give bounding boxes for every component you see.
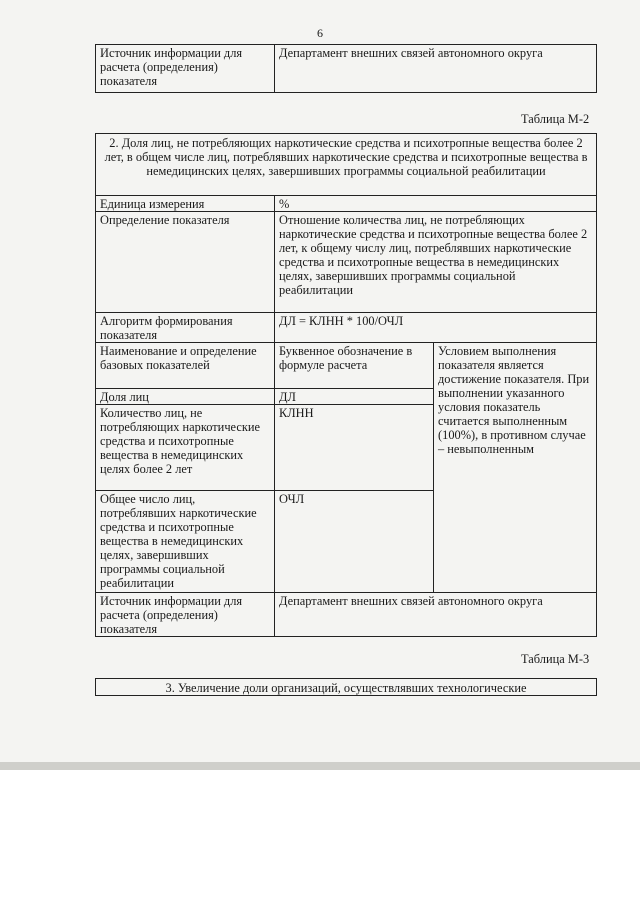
source-value-m2: Департамент внешних связей автономного округа bbox=[275, 593, 597, 637]
definition-label: Определение показателя bbox=[96, 212, 275, 313]
page-edge bbox=[0, 762, 640, 770]
table-caption-m2: Таблица М-2 bbox=[521, 112, 590, 126]
unit-label: Единица измерения bbox=[96, 196, 275, 212]
base-indicators-header: Наименование и определение базовых показателей bbox=[96, 343, 275, 389]
count-symbol: КЛНН bbox=[275, 405, 434, 491]
table-m2-title: 2. Доля лиц, не потребляющих наркотические средства и психотропные вещества более 2 лет, в общем числе лиц, потреблявших наркотические средства и психотропные вещества в немедицинских целях, завершивших программы социальной реабилитации bbox=[96, 134, 597, 196]
share-label: Доля лиц bbox=[96, 389, 275, 405]
share-symbol: ДЛ bbox=[275, 389, 434, 405]
table-previous-continuation bbox=[95, 44, 597, 93]
table-m2 bbox=[95, 133, 597, 637]
source-label: Источник информации для расчета (определения) показателя bbox=[96, 45, 275, 93]
count-label: Количество лиц, не потребляющих наркотические средства и психотропные вещества в немедицинских целях более 2 лет bbox=[96, 405, 275, 491]
source-label-m2: Источник информации для расчета (определения) показателя bbox=[96, 593, 275, 637]
symbol-header: Буквенное обозначение в формуле расчета bbox=[275, 343, 434, 389]
total-label: Общее число лиц, потреблявших наркотические средства и психотропные вещества в немедицинских целях, завершивших программы социальной реабилитации bbox=[96, 491, 275, 593]
algorithm-value: ДЛ = КЛНН * 100/ОЧЛ bbox=[275, 313, 597, 343]
definition-value: Отношение количества лиц, не потребляющих наркотические средства и психотропные вещества более 2 лет, к общему числу лиц, потреблявших наркотические средства и психотропные вещества в немедицинских целях, завершивших программы социальной реабилитации bbox=[275, 212, 597, 313]
table-m3 bbox=[95, 678, 597, 696]
table-caption-m3: Таблица М-3 bbox=[521, 652, 590, 666]
total-symbol: ОЧЛ bbox=[275, 491, 434, 593]
unit-value: % bbox=[275, 196, 597, 212]
page-number: 6 bbox=[317, 26, 323, 40]
table-m3-title: 3. Увеличение доли организаций, осуществлявших технологические bbox=[96, 679, 597, 696]
condition-text: Условием выполнения показателя является достижение показателя. При выполнении указанного условия показатель считается выполненным (100%), в противном случае – невыполненным bbox=[434, 343, 597, 593]
source-value: Департамент внешних связей автономного округа bbox=[275, 45, 597, 93]
algorithm-label: Алгоритм формирования показателя bbox=[96, 313, 275, 343]
